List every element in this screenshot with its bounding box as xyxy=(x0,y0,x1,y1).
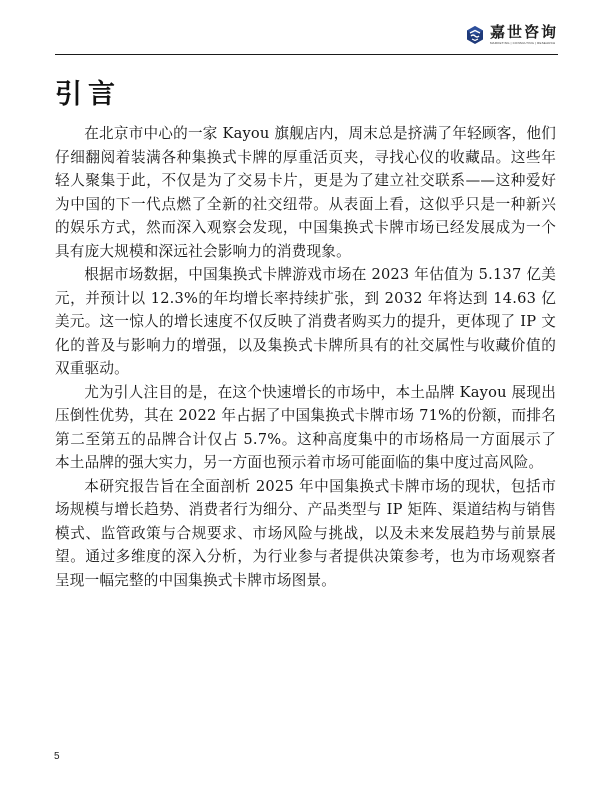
section-title: 引言 xyxy=(55,79,121,110)
paragraph-intro: 在北京市中心的一家 Kayou 旗舰店内，周末总是挤满了年轻顾客，他们仔细翻阅着装满各种集换式卡牌的厚重活页夹，寻找心仪的收藏品。这些年轻人聚集于此，不仅是为了交易卡片，更是为了建立社交联系——这种爱好为中国的下一代点燃了全新的社交纽带。从表面上看，这似乎只是一种新兴的娱乐方式，然而深入观察会发现，中国集换式卡牌市场已经发展成为一个具有庞大规模和深远社会影响力的消费现象。 xyxy=(55,125,556,260)
page-header xyxy=(55,22,558,54)
body-text xyxy=(55,122,556,592)
jiashi-logo-icon xyxy=(465,25,485,45)
paragraph-report-scope: 本研究报告旨在全面剖析 2025 年中国集换式卡牌市场的现状，包括市场规模与增长趋势、消费者行为细分、产品类型与 IP 矩阵、渠道结构与销售模式、监管政策与合规要求、市场风险与挑战，以及未来发展趋势与前景展望。通过多维度的深入分析，为行业参与者提供决策参考，也为市场观察者呈现一幅完整的中国集换式卡牌市场图景。 xyxy=(55,477,556,589)
logo-name: 嘉世咨询 xyxy=(489,23,558,41)
paragraph-kayou-dominance: 尤为引人注目的是，在这个快速增长的市场中，本土品牌 Kayou 展现出压倒性优势，其在 2022 年占据了中国集换式卡牌市场 71%的份额，而排名第二至第五的品牌合计仅占 5.7%。这种高度集中的市场格局一方面展示了本土品牌的强大实力，另一方面也预示着市场可能面临的集中度过高风险。 xyxy=(55,383,556,471)
company-logo xyxy=(465,24,558,46)
paragraph-market-data: 根据市场数据，中国集换式卡牌游戏市场在 2023 年估值为 5.137 亿美元，并预计以 12.3%的年均增长率持续扩张，到 2032 年将达到 14.63 亿美元。这一惊人的增长速度不仅反映了消费者购买力的提升，更体现了 IP 文化的普及与影响力的增强，以及集换式卡牌所具有的社交属性与收藏价值的双重驱动。 xyxy=(55,266,556,377)
page-number: 5 xyxy=(54,751,60,762)
logo-tagline: MARKETING | CONSULTING | RESEARCH xyxy=(489,41,556,45)
header-divider xyxy=(55,54,558,55)
